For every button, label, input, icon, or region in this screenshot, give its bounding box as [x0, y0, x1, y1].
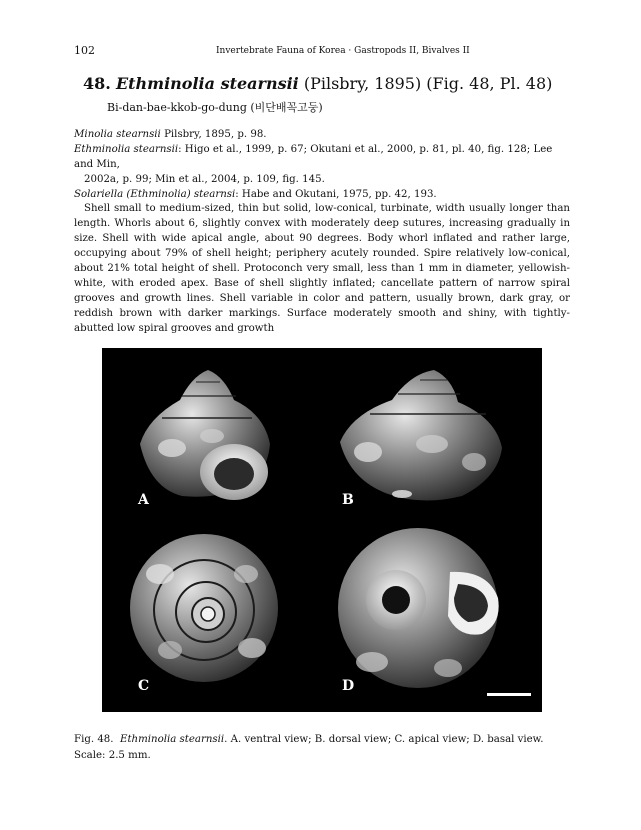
scale-bar	[487, 693, 531, 696]
panel-label-d: D	[342, 678, 355, 694]
synonym-refs: : Habe and Okutani, 1975, pp. 42, 193.	[235, 189, 437, 200]
caption-prefix: Fig. 48.	[74, 734, 114, 745]
species-number: 48.	[83, 74, 111, 93]
synonym-entry-continued	[74, 172, 570, 187]
caption-text: A. ventral view; B. dorsal view; C. apical view; D. basal view. Scale: 2.5 mm.	[74, 734, 544, 761]
shell-figure	[102, 348, 542, 712]
species-author-refs: (Pilsbry, 1895) (Fig. 48, Pl. 48)	[303, 74, 553, 93]
panel-label-a: A	[138, 492, 149, 508]
shell-view-d	[338, 528, 499, 688]
synonym-entry	[74, 187, 570, 202]
description-paragraph: Shell small to medium-sized, thin but solid, low-conical, turbinate, width usually longer than length. Whorls about 6, slightly convex with moderately deep sutures, increasing gradually in size. Shell with wide apical angle, about 90 degrees. Body whorl inflated and rather large, occupying about 79% of shell height; periphery acutely rounded. Spire relatively low-conical, about 21% total height of shell. Protoconch very small, less than 1 mm in diameter, yellowish-white, with eroded apex. Base of shell slightly inflated; cancellate pattern of narrow spiral grooves and growth lines. Shell variable in color and pattern, usually brown, dark gray, or reddish brown with darker markings. Surface moderately smooth and shiny, with tightly-abutted low spiral grooves and growth	[74, 203, 570, 334]
panel-label-c: C	[138, 678, 150, 694]
caption-species: Ethminolia stearnsii.	[120, 734, 228, 745]
shell-view-b	[340, 370, 502, 501]
synonym-entry	[74, 127, 570, 142]
panel-label-b: B	[342, 492, 354, 508]
synonymy-list	[74, 127, 570, 202]
korean-name: Bi-dan-bae-kkob-go-dung (비단배꼭고둥)	[107, 101, 323, 114]
shell-view-a	[140, 370, 270, 500]
figure-caption	[74, 732, 570, 764]
running-title: Invertebrate Fauna of Korea · Gastropods II, Bivalves II	[216, 46, 470, 56]
species-name: Ethminolia stearnsii	[115, 74, 299, 93]
shell-photographs	[102, 348, 542, 712]
synonym-taxon: Minolia stearnsii	[74, 129, 161, 140]
shell-view-c	[130, 534, 278, 682]
synonym-refs-cont: 2002a, p. 99; Min et al., 2004, p. 109, fig. 145.	[84, 174, 325, 185]
page-number: 102	[74, 44, 95, 57]
synonym-taxon: Solariella (Ethminolia) stearnsi	[74, 189, 236, 200]
synonym-refs: Pilsbry, 1895, p. 98.	[160, 129, 267, 140]
synonym-refs: : Higo et al., 1999, p. 67; Okutani et al., 2000, p. 81, pl. 40, fig. 128; Lee and Min,	[74, 144, 553, 170]
species-heading	[83, 74, 552, 93]
synonym-taxon: Ethminolia stearnsii	[74, 144, 179, 155]
synonym-entry	[74, 142, 570, 172]
